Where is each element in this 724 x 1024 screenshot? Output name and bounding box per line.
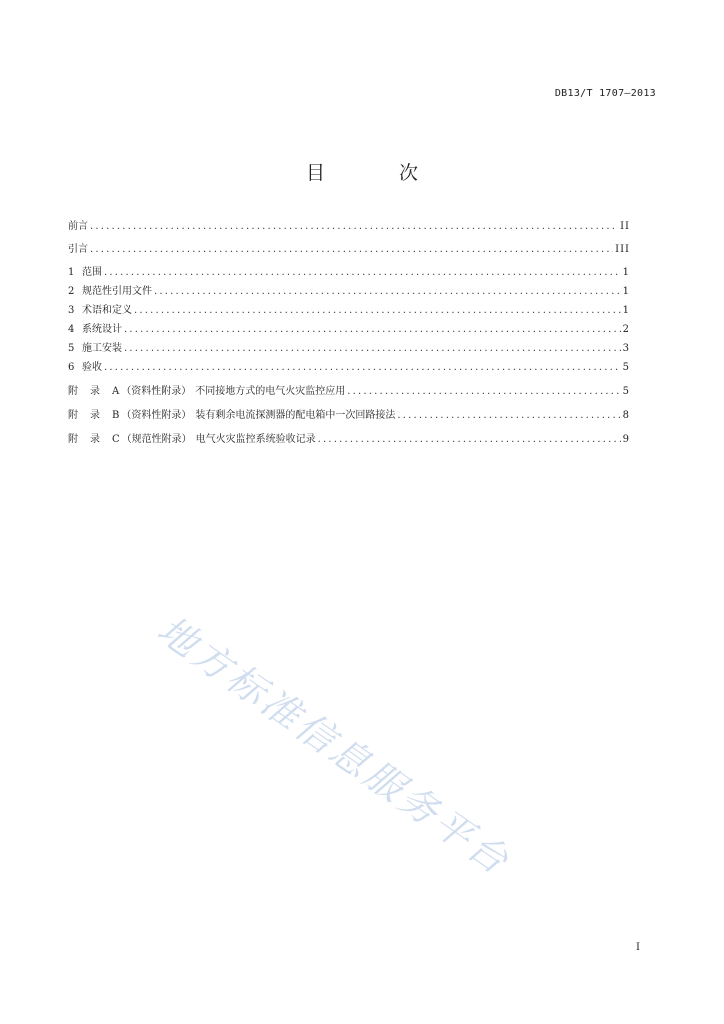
toc-page-number: III — [615, 244, 630, 255]
toc-section-number: 2 — [68, 286, 75, 297]
dot-leader — [124, 342, 621, 356]
appendix-kind: （规范性附录） — [121, 434, 192, 445]
toc-entry-label: 术语和定义 — [82, 305, 132, 316]
dot-leader — [90, 243, 613, 257]
toc-section-number: 4 — [68, 324, 75, 335]
appendix-kind: （资料性附录） — [121, 386, 192, 397]
dot-leader — [397, 409, 620, 423]
toc-entry[interactable] — [68, 220, 630, 234]
page-number: I — [636, 942, 640, 953]
appendix-title: 不同接地方式的电气火灾监控应用 — [195, 386, 346, 397]
toc-page-number: 1 — [622, 305, 630, 316]
dot-leader — [154, 285, 621, 299]
dot-leader — [347, 385, 620, 399]
appendix-word: 附 — [68, 434, 78, 445]
toc-page-number: 5 — [622, 362, 630, 373]
dot-leader — [134, 304, 621, 318]
appendix-title: 电气火灾监控系统验收记录 — [195, 434, 316, 445]
dot-leader — [104, 266, 621, 280]
toc-entry-label: 施工安装 — [82, 343, 122, 354]
toc-section-number: 5 — [68, 343, 75, 354]
dot-leader — [90, 220, 618, 234]
toc-page-number: 5 — [622, 386, 630, 397]
toc-entry-label: 引言 — [68, 244, 88, 255]
toc-entry[interactable] — [68, 285, 630, 299]
page-title: 目 次 — [305, 162, 453, 184]
appendix-kind: （资料性附录） — [121, 410, 192, 421]
appendix-word: 录 — [90, 386, 100, 397]
toc-entry[interactable] — [68, 361, 630, 375]
toc-page-number: II — [620, 221, 630, 232]
toc-entry[interactable] — [68, 323, 630, 337]
appendix-word: 录 — [90, 434, 100, 445]
toc-appendix-entry[interactable] — [68, 409, 630, 423]
appendix-letter: C — [112, 434, 120, 445]
toc-entry-label: 范围 — [82, 267, 102, 278]
toc-entry-label: 规范性引用文件 — [82, 286, 152, 297]
toc-page-number: 9 — [622, 434, 630, 445]
dot-leader — [124, 323, 621, 337]
toc-page-number: 2 — [622, 324, 630, 335]
toc-entry[interactable] — [68, 342, 630, 356]
toc-appendix-entry[interactable] — [68, 385, 630, 399]
appendix-word: 附 — [68, 410, 78, 421]
toc-entry-label: 前言 — [68, 221, 88, 232]
dot-leader — [104, 361, 621, 375]
appendix-word: 录 — [90, 410, 100, 421]
appendix-title: 装有剩余电流探测器的配电箱中一次回路接法 — [195, 410, 396, 421]
dot-leader — [318, 433, 621, 447]
toc-section-number: 1 — [68, 267, 75, 278]
toc-page-number: 1 — [622, 267, 630, 278]
toc-section-number: 6 — [68, 362, 75, 373]
toc-page-number: 1 — [622, 286, 630, 297]
watermark: 地方标准信息服务平台 — [149, 607, 519, 885]
toc-appendix-entry[interactable] — [68, 433, 630, 447]
appendix-letter: A — [112, 386, 120, 397]
toc-entry[interactable] — [68, 266, 630, 280]
toc-entry-label: 系统设计 — [82, 324, 122, 335]
appendix-letter: B — [112, 410, 120, 421]
toc-section-number: 3 — [68, 305, 75, 316]
toc-entry[interactable] — [68, 243, 630, 257]
toc-page-number: 8 — [622, 410, 630, 421]
toc-page-number: 3 — [622, 343, 630, 354]
toc-entry-label: 验收 — [82, 362, 102, 373]
appendix-word: 附 — [68, 386, 78, 397]
standard-code: DB13/T 1707—2013 — [554, 88, 656, 99]
toc-entry[interactable] — [68, 304, 630, 318]
